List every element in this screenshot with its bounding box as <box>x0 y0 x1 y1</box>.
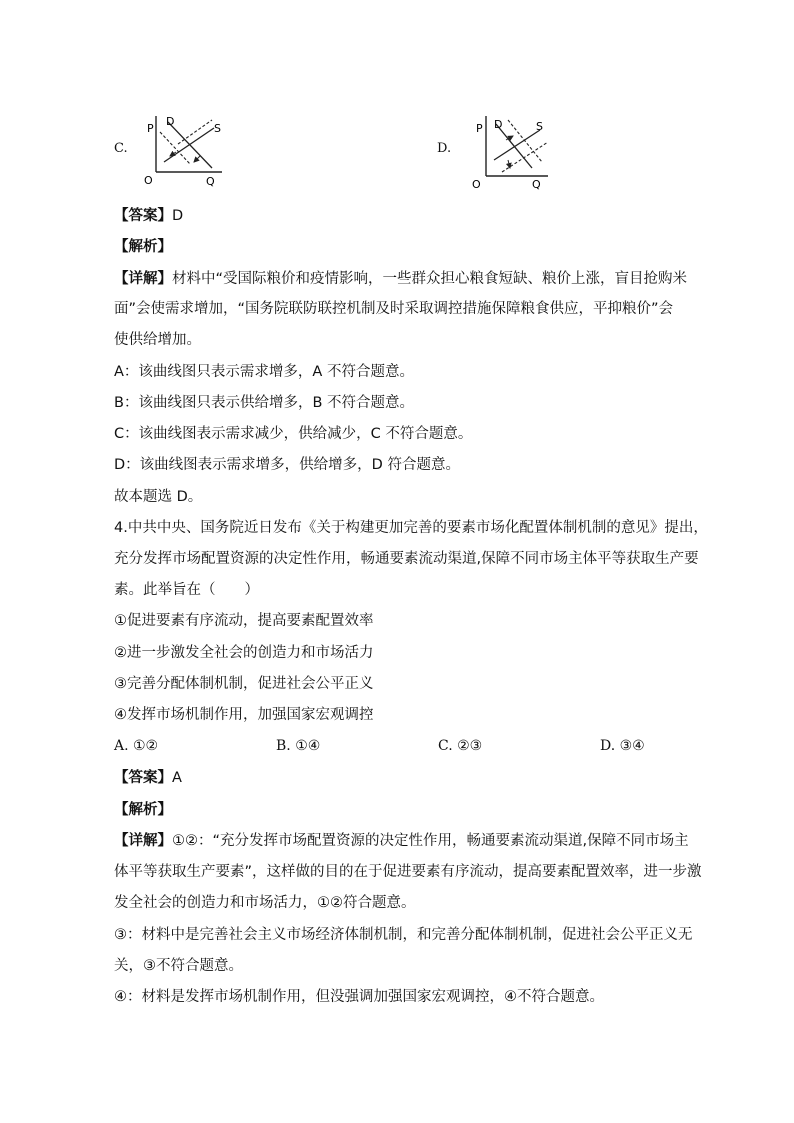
graph-c <box>142 108 232 188</box>
q3-answer-value: D <box>172 208 184 224</box>
q4-choice-c: C. ②③ <box>438 738 483 754</box>
q4-answer-value: A <box>172 770 182 786</box>
q3-detail-line-1 <box>114 269 694 289</box>
graph-d <box>466 110 556 190</box>
q3-analysis-line <box>114 237 694 257</box>
q4-answer-line <box>114 768 694 788</box>
q4-analysis-tag: 【解析】 <box>114 802 172 818</box>
q4-choice-d: D. ③④ <box>600 738 645 754</box>
graph-c-s-label: S <box>214 122 221 135</box>
q3-answer-tag: 【答案】 <box>114 208 172 224</box>
q4-stem-line-1: 4.中共中央、国务院近日发布《关于构建更加完善的要素市场化配置体制机制的意见》提出， <box>114 520 708 536</box>
q4-detail-tag: 【详解】 <box>114 833 172 849</box>
q3-option-b: B：该曲线图只表示供给增多，B 不符合题意。 <box>114 395 415 411</box>
graph-d-p-label: P <box>476 122 483 135</box>
q4-detail-line-2: 体平等获取生产要素”，这样做的目的在于促进要素有序流动，提高要素配置效率，进一步激 <box>114 864 702 880</box>
q3-answer-line <box>114 206 694 226</box>
q4-item-2: ②进一步激发全社会的创造力和市场活力 <box>114 645 374 661</box>
graph-c-label: C. <box>114 141 128 156</box>
q4-detail-line-3: 发全社会的创造力和市场活力，①②符合题意。 <box>114 895 416 911</box>
q3-conclusion: 故本题选 D。 <box>114 489 203 505</box>
q3-detail-text-1: 材料中“受国际粮价和疫情影响，一些群众担心粮食短缺、粮价上涨，盲目抢购米 <box>172 271 688 287</box>
graph-d-d-label: D <box>494 118 503 131</box>
q3-option-c: C：该曲线图表示需求减少，供给减少，C 不符合题意。 <box>114 426 473 442</box>
graph-d-supply-curve <box>494 130 540 160</box>
q3-detail-line-2: 面”会使需求增加，“国务院联防联控机制及时采取调控措施保障粮食供应，平抑粮价”会 <box>114 301 674 317</box>
graph-d-arrow-down <box>508 160 510 168</box>
q4-detail-line-4: ③：材料中是完善社会主义市场经济体制机制，和完善分配体制机制，促进社会公平正义无 <box>114 927 693 943</box>
graph-c-p-label: P <box>147 122 154 135</box>
graph-d-q-label: Q <box>532 178 541 190</box>
q3-option-a: A：该曲线图只表示需求增多，A 不符合题意。 <box>114 364 414 380</box>
graph-d-s-label: S <box>536 120 543 133</box>
q4-stem-line-3: 素。此举旨在（ ） <box>114 582 259 598</box>
graph-c-q-label: Q <box>206 175 215 188</box>
q3-detail-tag: 【详解】 <box>114 271 172 287</box>
q3-analysis-tag: 【解析】 <box>114 239 172 255</box>
graph-d-supply-shifted <box>502 142 548 172</box>
q4-detail-line-1 <box>114 831 694 851</box>
q4-item-1: ①促进要素有序流动，提高要素配置效率 <box>114 613 374 629</box>
q4-item-4: ④发挥市场机制作用，加强国家宏观调控 <box>114 707 374 723</box>
q4-item-3: ③完善分配体制机制，促进社会公平正义 <box>114 676 374 692</box>
graph-c-origin-label: O <box>144 174 153 187</box>
q4-detail-line-6: ④：材料是发挥市场机制作用，但没强调加强国家宏观调控，④不符合题意。 <box>114 989 604 1005</box>
graph-c-d-label: D <box>166 115 175 128</box>
q4-detail-line-5: 关，③不符合题意。 <box>114 958 243 974</box>
q4-stem-line-2: 充分发挥市场配置资源的决定性作用，畅通要素流动渠道,保障不同市场主体平等获取生产要 <box>114 551 699 567</box>
graph-d-origin-label: O <box>472 178 481 190</box>
q3-detail-line-3: 使供给增加。 <box>114 332 201 348</box>
q4-analysis-line <box>114 800 694 820</box>
q3-option-d: D：该曲线图表示需求增多，供给增多，D 符合题意。 <box>114 457 460 473</box>
q4-detail-text-1: ①②：“充分发挥市场配置资源的决定性作用，畅通要素流动渠道,保障不同市场主 <box>172 833 689 849</box>
graph-c-arrow-down <box>194 156 200 162</box>
q4-choice-a: A. ①② <box>114 738 159 754</box>
q4-choice-b: B. ①④ <box>276 738 321 754</box>
q4-choices <box>114 738 694 758</box>
graph-d-label: D. <box>437 141 452 156</box>
q4-answer-tag: 【答案】 <box>114 770 172 786</box>
